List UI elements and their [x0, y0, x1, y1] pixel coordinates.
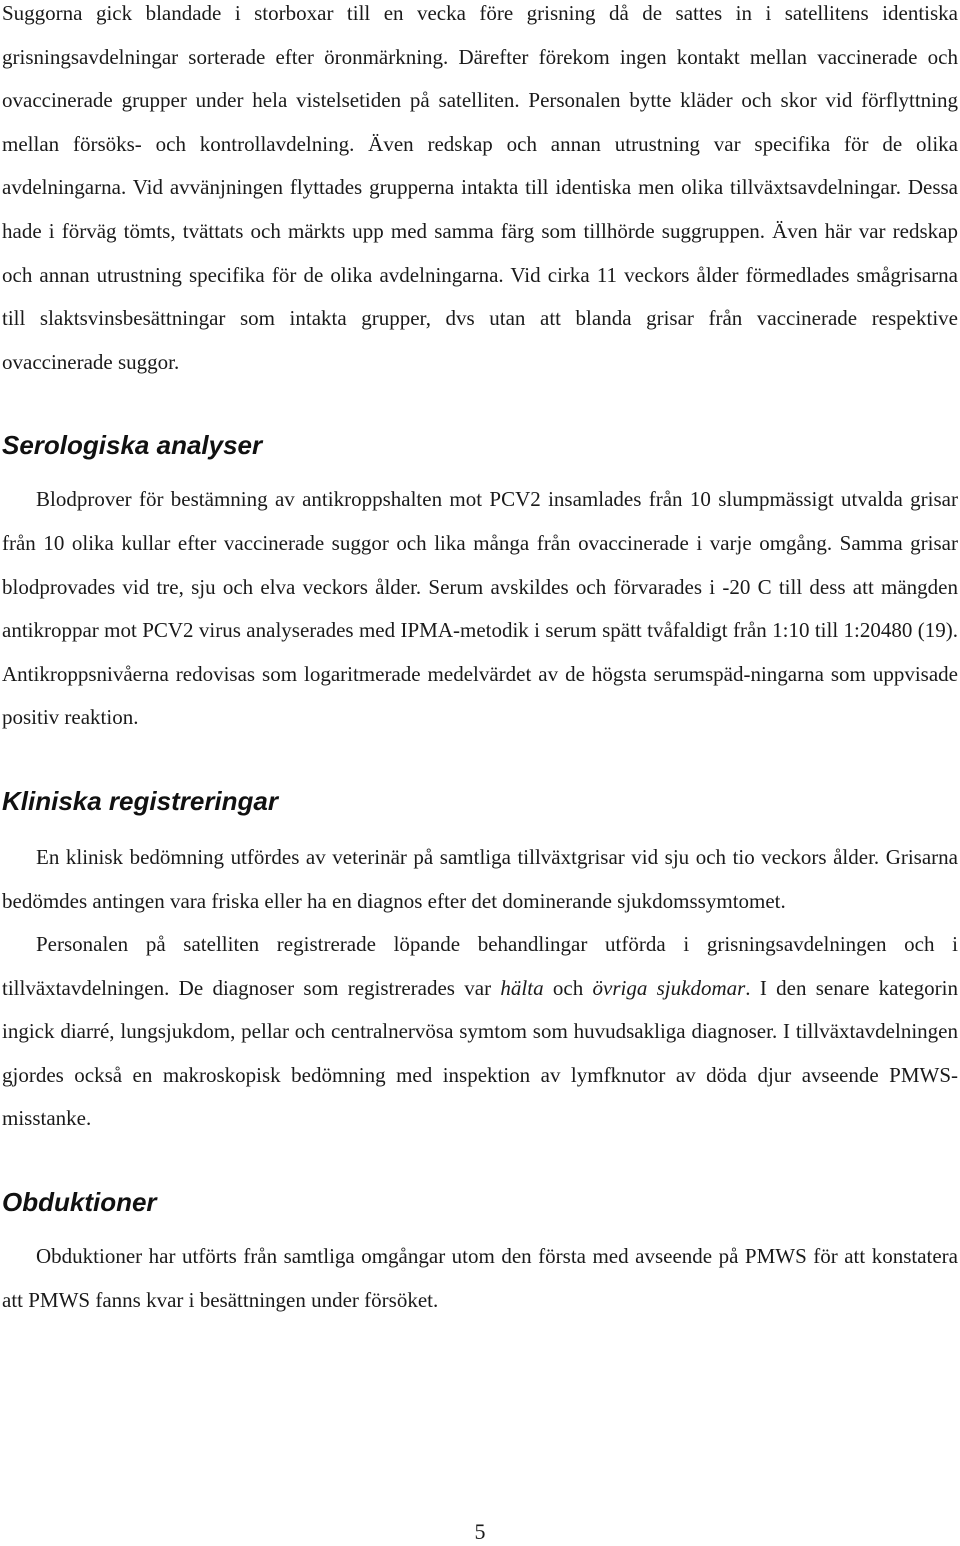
behandlingar-text-c: . I den senare kategorin ingick diarré, lungsjukdom, pellar och centralnervösa symtom som huvudsakliga diagnoser. I tillväxtavdelningen gjordes också en makroskopisk bedömning med inspektion av lymfknutor av döda djur avseende PMWS-misstanke. [2, 975, 958, 1131]
behandlingar-text-a: Personalen på satelliten registrerade löpande behandlingar utförda i grisningsavdelningen och i tillväxtavdelningen. De diagnoser som registrerades var [2, 932, 958, 1000]
heading-kliniska-registreringar: Kliniska registreringar [2, 785, 278, 816]
diagnosis-halta: hälta [500, 975, 544, 1000]
paragraph-housing: Suggorna gick blandade i storboxar till en vecka före grisning då de sattes in i satellitens identiska grisningsavdelningar sorterade efter öronmärkning. Därefter förekom ingen kontakt mellan vaccinerade och ovaccinerade grupper under hela vistelsetiden på satelliten. Personalen bytte kläder och skor vid förflyttning mellan försöks- och kontrollavdelning. Även redskap och annan utrustning var specifika för de olika avdelningarna. Vid avvänjningen flyttades grupperna intakta till identiska men olika tillväxtsavdelningar. Dessa hade i förväg tömts, tvättats och märkts upp med samma färg som tillhörde suggruppen. Även här var redskap och annan utrustning specifika för de olika avdelningarna. Vid cirka 11 veckors ålder förmedlades smågrisarna till slaktsvinsbesättningar som intakta grupper, dvs utan att blanda grisar från vaccinerade respektive ovaccinerade suggor. [2, 1, 958, 374]
heading-serologiska-analyser: Serologiska analyser [2, 430, 263, 461]
heading-obduktioner: Obduktioner [2, 1187, 157, 1218]
paragraph-obduktioner: Obduktioner har utförts från samtliga omgångar utom den första med avseende på PMWS för att konstatera att PMWS fanns kvar i besättningen under försöket. [2, 1244, 958, 1312]
paragraph-serologi: Blodprover för bestämning av antikroppshalten mot PCV2 insamlades från 10 slumpmässigt utvalda grisar från 10 olika kullar efter vaccinerade suggor och lika många från ovaccinerade i varje omgång. Samma grisar blodprovades vid tre, sju och elva veckors ålder. Serum avskildes och förvarades i -20 C till dess att mängden antikroppar mot PCV2 virus analyserades med IPMA-metodik i serum spätt tvåfaldigt från 1:10 till 1:20480 (19). Antikroppsnivåerna redovisas som logaritmerade medelvärdet av de högsta serumspäd-ningarna som uppvisade positiv reaktion. [2, 487, 958, 730]
diagnosis-ovriga-sjukdomar: övriga sjukdomar [592, 975, 746, 1000]
behandlingar-text-b: och [543, 975, 593, 1000]
paragraph-behandlingar [2, 923, 958, 1141]
page-number: 5 [474, 1519, 486, 1544]
paragraph-klinisk-bedomning: En klinisk bedömning utfördes av veterinär på samtliga tillväxtgrisar vid sju och tio veckors ålder. Grisarna bedömdes antingen vara friska eller ha en diagnos efter det dominerande sjukdomssymtomet. [2, 844, 958, 913]
